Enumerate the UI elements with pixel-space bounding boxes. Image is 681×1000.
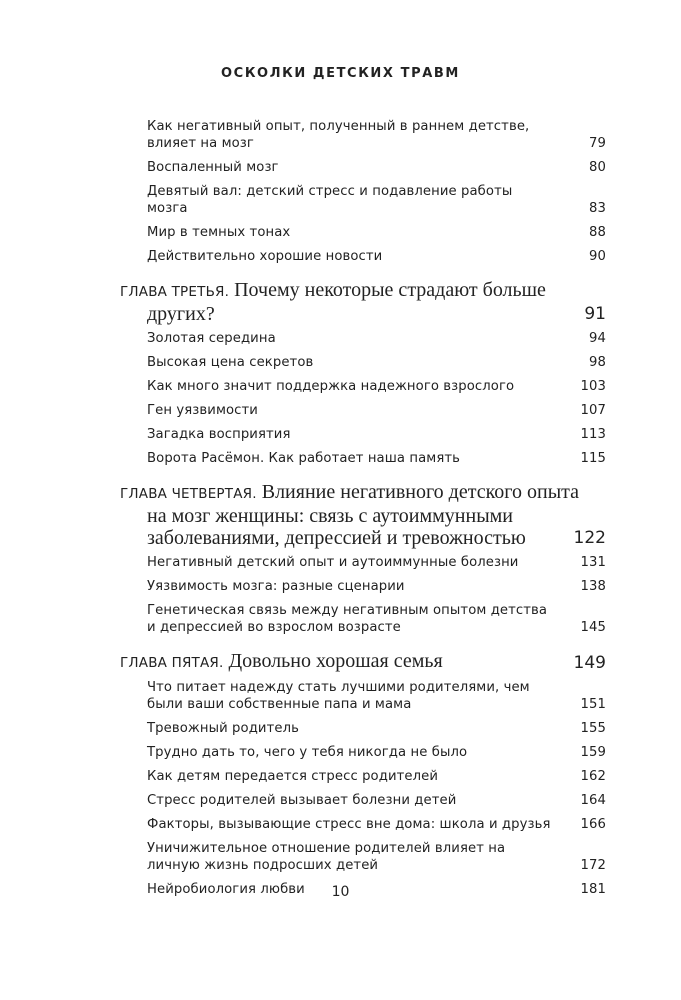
- table-of-contents: [120, 118, 606, 905]
- toc-entry-page: 155: [580, 721, 606, 736]
- toc-entry: [120, 554, 606, 571]
- toc-chapter: [120, 279, 606, 325]
- toc-entry-page: 83: [589, 201, 606, 216]
- toc-entry: [120, 768, 606, 785]
- toc-chapter: [120, 650, 606, 674]
- chapter-page: 91: [584, 304, 606, 324]
- toc-entry: [120, 744, 606, 761]
- toc-entry: [120, 248, 606, 265]
- toc-entry: [120, 720, 606, 737]
- running-head: ОСКОЛКИ ДЕТСКИХ ТРАВМ: [221, 66, 460, 81]
- chapter-title-line: заболеваниями, депрессией и тревожностью: [147, 527, 526, 549]
- page-number: 10: [331, 884, 350, 900]
- toc-entry-title: Девятый вал: детский стресс и подавление работы мозга: [147, 184, 513, 216]
- toc-entry-title: Золотая середина: [147, 331, 276, 346]
- toc-entry-title: Как негативный опыт, полученный в раннем детстве, влияет на мозг: [147, 119, 530, 151]
- toc-entry-title: Ген уязвимости: [147, 403, 258, 418]
- toc-entry: [120, 426, 606, 443]
- toc-entry-title: Высокая цена секретов: [147, 355, 314, 370]
- toc-entry-page: 162: [580, 769, 606, 784]
- chapter-page: 149: [573, 653, 606, 673]
- chapter-title-line: Довольно хорошая семья: [228, 650, 443, 672]
- toc-entry: [120, 679, 606, 713]
- toc-entry-title: Нейробиология любви: [147, 882, 305, 897]
- toc-entry-title: Как детям передается стресс родителей: [147, 769, 439, 784]
- toc-entry-page: 159: [580, 745, 606, 760]
- toc-entry: [120, 378, 606, 395]
- chapter-page: 122: [573, 528, 606, 548]
- chapter-label: ГЛАВА ТРЕТЬЯ.: [120, 284, 230, 300]
- toc-entry-title: Генетическая связь между негативным опытом детства и депрессией во взрослом возрасте: [147, 603, 548, 635]
- toc-entry: [120, 816, 606, 833]
- toc-entry-title: Как много значит поддержка надежного взрослого: [147, 379, 515, 394]
- toc-entry-title: Стресс родителей вызывает болезни детей: [147, 793, 457, 808]
- chapter-first-line: [120, 279, 566, 303]
- toc-entry: [120, 118, 606, 152]
- toc-entry-title: Факторы, вызывающие стресс вне дома: школа и друзья: [147, 817, 551, 832]
- toc-entry-title: Мир в темных тонах: [147, 225, 291, 240]
- toc-entry-page: 80: [589, 160, 606, 175]
- toc-entry-title: Трудно дать то, чего у тебя никогда не было: [147, 745, 468, 760]
- chapter-title-line: Влияние негативного детского опыта: [261, 481, 579, 503]
- toc-entry-page: 113: [580, 427, 606, 442]
- toc-entry-page: 115: [580, 451, 606, 466]
- chapter-title-line: Почему некоторые страдают больше: [234, 279, 546, 301]
- toc-entry: [120, 578, 606, 595]
- toc-entry: [120, 330, 606, 347]
- chapter-first-line: [120, 650, 566, 674]
- toc-entry-title: Воспаленный мозг: [147, 160, 279, 175]
- toc-entry-page: 151: [580, 697, 606, 712]
- toc-entry-page: 145: [580, 620, 606, 635]
- toc-entry-page: 181: [580, 882, 606, 897]
- toc-entry-page: 90: [589, 249, 606, 264]
- toc-chapter: [120, 481, 606, 549]
- toc-entry-title: Уязвимость мозга: разные сценарии: [147, 579, 405, 594]
- chapter-title-line: на мозг женщины: связь с аутоиммунными: [147, 505, 513, 527]
- toc-entry: [120, 354, 606, 371]
- chapter-title-line: других?: [147, 303, 215, 325]
- toc-entry-page: 166: [580, 817, 606, 832]
- toc-entry-title: Загадка восприятия: [147, 427, 291, 442]
- toc-entry: [120, 840, 606, 874]
- chapter-label: ГЛАВА ПЯТАЯ.: [120, 655, 224, 671]
- toc-entry-page: 79: [589, 136, 606, 151]
- toc-entry-page: 164: [580, 793, 606, 808]
- toc-entry: [120, 159, 606, 176]
- toc-entry-page: 88: [589, 225, 606, 240]
- toc-entry-page: 131: [580, 555, 606, 570]
- toc-entry: [120, 602, 606, 636]
- toc-entry-title: Тревожный родитель: [147, 721, 299, 736]
- toc-entry-page: 94: [589, 331, 606, 346]
- toc-entry: [120, 224, 606, 241]
- toc-entry-page: 138: [580, 579, 606, 594]
- toc-entry: [120, 183, 606, 217]
- toc-entry-title: Уничижительное отношение родителей влияет на личную жизнь подросших детей: [147, 841, 506, 873]
- toc-entry-page: 98: [589, 355, 606, 370]
- toc-entry: [120, 792, 606, 809]
- toc-entry-title: Что питает надежду стать лучшими родителями, чем были ваши собственные папа и мама: [147, 680, 530, 712]
- toc-entry-page: 107: [580, 403, 606, 418]
- chapter-label: ГЛАВА ЧЕТВЕРТАЯ.: [120, 486, 257, 502]
- toc-entry-page: 103: [580, 379, 606, 394]
- toc-entry: [120, 450, 606, 467]
- toc-entry-page: 172: [580, 858, 606, 873]
- toc-entry-title: Действительно хорошие новости: [147, 249, 383, 264]
- toc-entry-title: Негативный детский опыт и аутоиммунные болезни: [147, 555, 519, 570]
- toc-entry-title: Ворота Расёмон. Как работает наша память: [147, 451, 461, 466]
- chapter-first-line: [120, 481, 579, 505]
- toc-entry: [120, 402, 606, 419]
